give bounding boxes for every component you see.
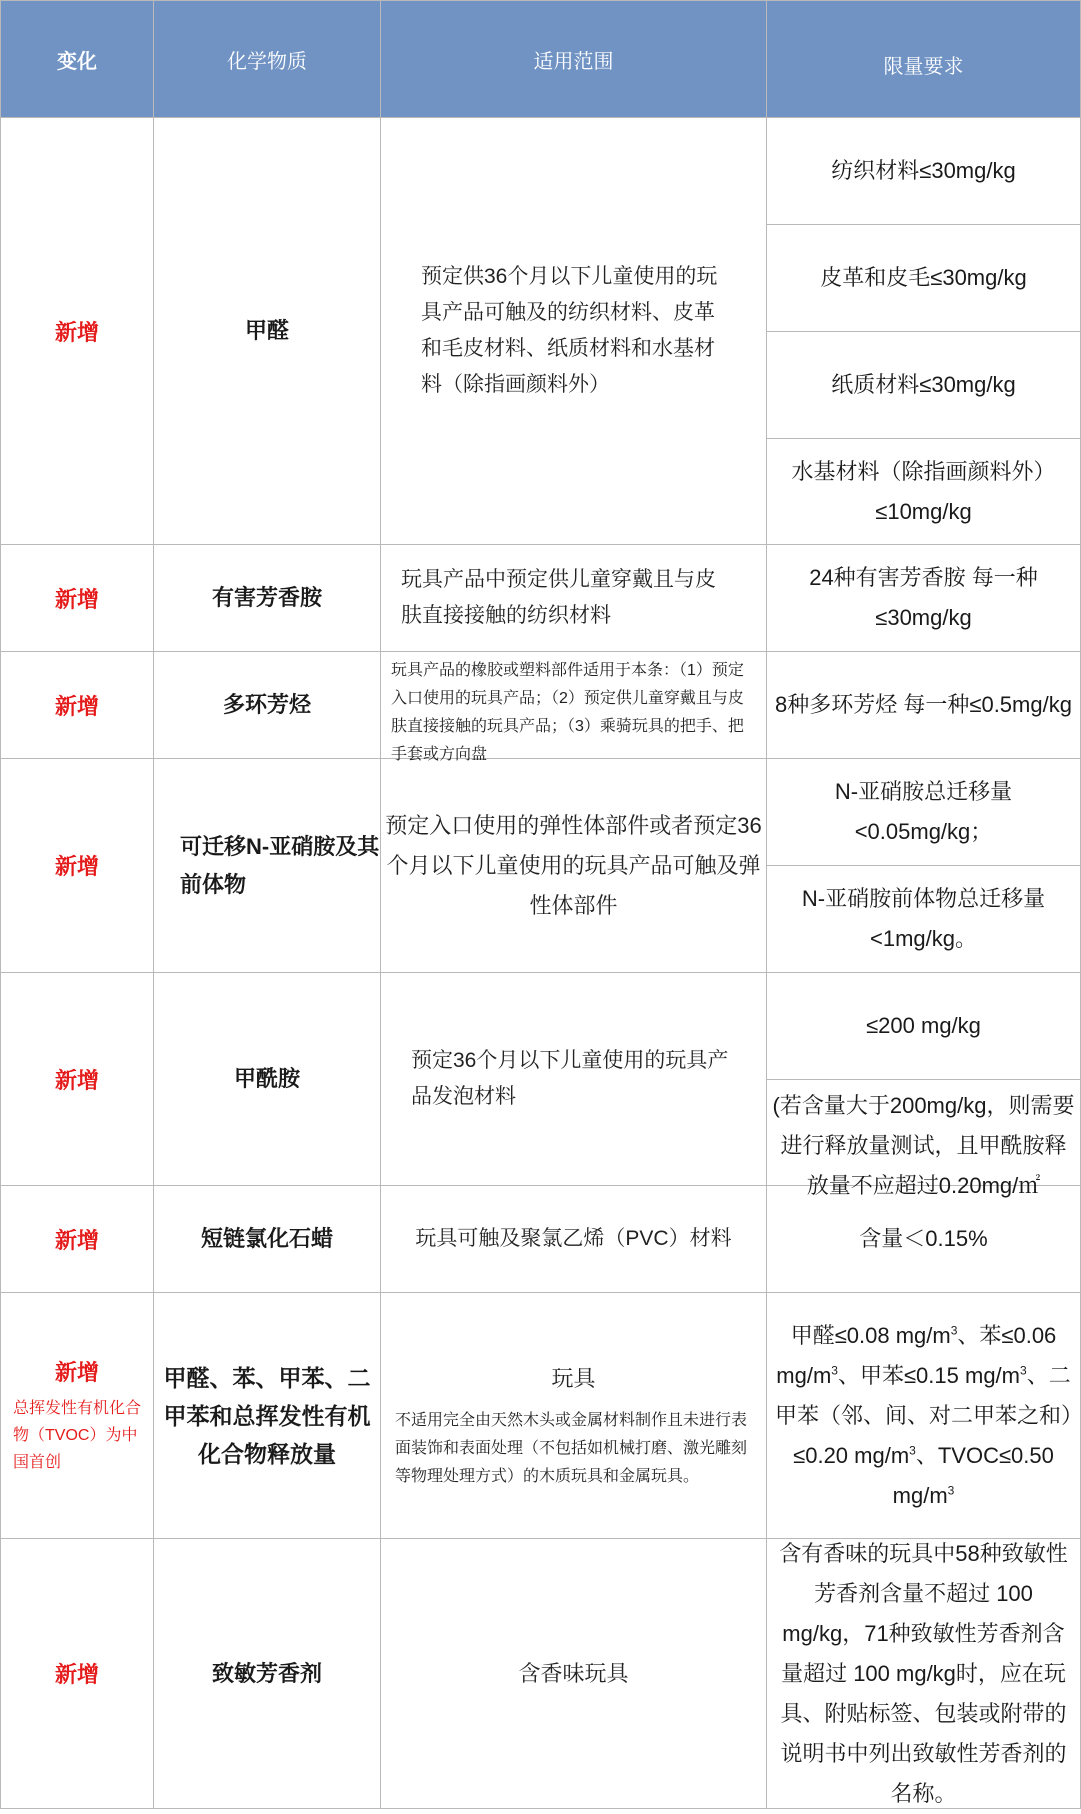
- limit-xylene: 、二甲苯（邻、间、对二甲苯之和）≤0.20 mg/m: [775, 1362, 1073, 1468]
- limit-item: 含有香味的玩具中58种致敏性芳香剂含量不超过 100 mg/kg，71种致敏性芳香剂含量超过 100 mg/kg时，应在玩具、附贴标签、包装或附带的说明书中列出致敏性芳香剂的名称。: [779, 1540, 1068, 1806]
- scope-cell: 玩具可触及聚氯乙烯（PVC）材料: [381, 1186, 767, 1293]
- scope-note: 不适用完全由天然木头或金属材料制作且未进行表面装饰和表面处理（不包括如机械打磨、激光雕刻等物理处理方式）的木质玩具和金属玩具。: [395, 1411, 748, 1485]
- limit-benzene: 、苯≤0.06 mg/m: [776, 1322, 1057, 1388]
- limit-item: N-亚硝胺总迁移量<0.05mg/kg；: [834, 779, 1013, 844]
- limit-item: 纸质材料≤30mg/kg: [767, 331, 1080, 438]
- limit-item: [767, 1294, 1080, 1538]
- limit-item: 8种多环芳烃 每一种≤0.5mg/kg: [775, 692, 1072, 717]
- table-row: [1, 973, 1081, 1186]
- limit-item: 含量＜0.15%: [859, 1226, 988, 1251]
- unit-superscript: 3: [831, 1363, 838, 1378]
- limit-formaldehyde: 甲醛≤0.08 mg/m: [790, 1322, 951, 1348]
- header-scope: 适用范围: [381, 1, 767, 118]
- table-row: [1, 1539, 1081, 1809]
- limit-item: N-亚硝胺前体物总迁移量<1mg/kg。: [767, 865, 1080, 972]
- limit-item: 24种有害芳香胺 每一种≤30mg/kg: [809, 565, 1038, 630]
- limit-item: 水基材料（除指画颜料外）≤10mg/kg: [767, 438, 1080, 544]
- limit-cell: [767, 118, 1081, 545]
- limit-cell: [767, 652, 1081, 759]
- limit-cell: [767, 545, 1081, 652]
- scope-cell: [381, 1293, 767, 1539]
- limit-item: ≤200 mg/kg: [866, 1013, 981, 1038]
- header-change: 变化: [1, 1, 154, 118]
- chemical-cell: 多环芳烃: [154, 652, 381, 759]
- scope-text: 预定供36个月以下儿童使用的玩具产品可触及的纺织材料、皮革和毛皮材料、纸质材料和水基材料（除指画颜料外）: [421, 265, 718, 396]
- chemical-cell: 有害芳香胺: [154, 545, 381, 652]
- change-cell: [1, 1293, 154, 1539]
- header-limit: 限量要求: [767, 1, 1081, 118]
- unit-superscript: 3: [950, 1323, 958, 1338]
- change-cell: 新增: [1, 973, 154, 1186]
- scope-text: 玩具: [551, 1365, 596, 1391]
- table-row: [1, 759, 1081, 973]
- scope-text: 预定入口使用的弹性体部件或者预定36个月以下儿童使用的玩具产品可触及弹性体部件: [385, 812, 762, 918]
- chemical-cell: 可迁移N-亚硝胺及其前体物: [154, 759, 381, 973]
- scope-text: 玩具产品中预定供儿童穿戴且与皮肤直接接触的纺织材料: [401, 568, 716, 627]
- change-cell: 新增: [1, 118, 154, 545]
- table-row: [1, 1293, 1081, 1539]
- header-row: [1, 1, 1081, 118]
- scope-cell: [381, 545, 767, 652]
- limit-cell: [767, 1539, 1081, 1809]
- limit-item: 皮革和皮毛≤30mg/kg: [767, 224, 1080, 331]
- limit-cell: [767, 973, 1081, 1198]
- limit-toluene: 、甲苯≤0.15 mg/m: [837, 1362, 1020, 1388]
- change-cell: 新增: [1, 1186, 154, 1293]
- chemical-cell: 甲酰胺: [154, 973, 381, 1186]
- change-cell: 新增: [1, 759, 154, 973]
- unit-superscript: 3: [947, 1483, 955, 1498]
- change-cell: 新增: [1, 1539, 154, 1809]
- chemical-cell: 甲醛、苯、甲苯、二甲苯和总挥发性有机化合物释放量: [154, 1293, 381, 1539]
- table-row: [1, 118, 1081, 545]
- limit-item: (若含量大于200mg/kg，则需要进行释放量测试，且甲酰胺释放量不应超过0.20mg/㎡: [767, 1079, 1080, 1185]
- limit-cell: [767, 1293, 1081, 1539]
- scope-text: 预定36个月以下儿童使用的玩具产品发泡材料: [411, 1049, 729, 1108]
- voc-limit-text: [775, 1316, 1072, 1516]
- change-note: 总挥发性有机化合物（TVOC）为中国首创: [13, 1399, 142, 1471]
- change-label: 新增: [54, 1359, 99, 1385]
- header-chemical: 化学物质: [154, 1, 381, 118]
- scope-cell: [381, 759, 767, 973]
- unit-superscript: 3: [909, 1443, 916, 1458]
- limit-tvoc: 、TVOC≤0.50 mg/m: [892, 1442, 1054, 1508]
- scope-cell: [381, 973, 767, 1186]
- table-row: [1, 652, 1081, 759]
- chemical-cell: 致敏芳香剂: [154, 1539, 381, 1809]
- scope-cell: 含香味玩具: [381, 1539, 767, 1809]
- chemical-cell: 甲醛: [154, 118, 381, 545]
- limit-item: 纺织材料≤30mg/kg: [831, 158, 1016, 183]
- change-cell: 新增: [1, 545, 154, 652]
- scope-text: 玩具产品的橡胶或塑料部件适用于本条：（1）预定入口使用的玩具产品；（2）预定供儿童穿戴且与皮肤直接接触的玩具产品；（3）乘骑玩具的把手、把手套或方向盘: [391, 662, 744, 763]
- scope-cell: [381, 652, 767, 763]
- limit-cell: [767, 759, 1081, 973]
- change-cell: 新增: [1, 652, 154, 759]
- chemical-cell: 短链氯化石蜡: [154, 1186, 381, 1293]
- table-row: [1, 545, 1081, 652]
- scope-cell: [381, 118, 767, 545]
- unit-superscript: 3: [1020, 1363, 1027, 1378]
